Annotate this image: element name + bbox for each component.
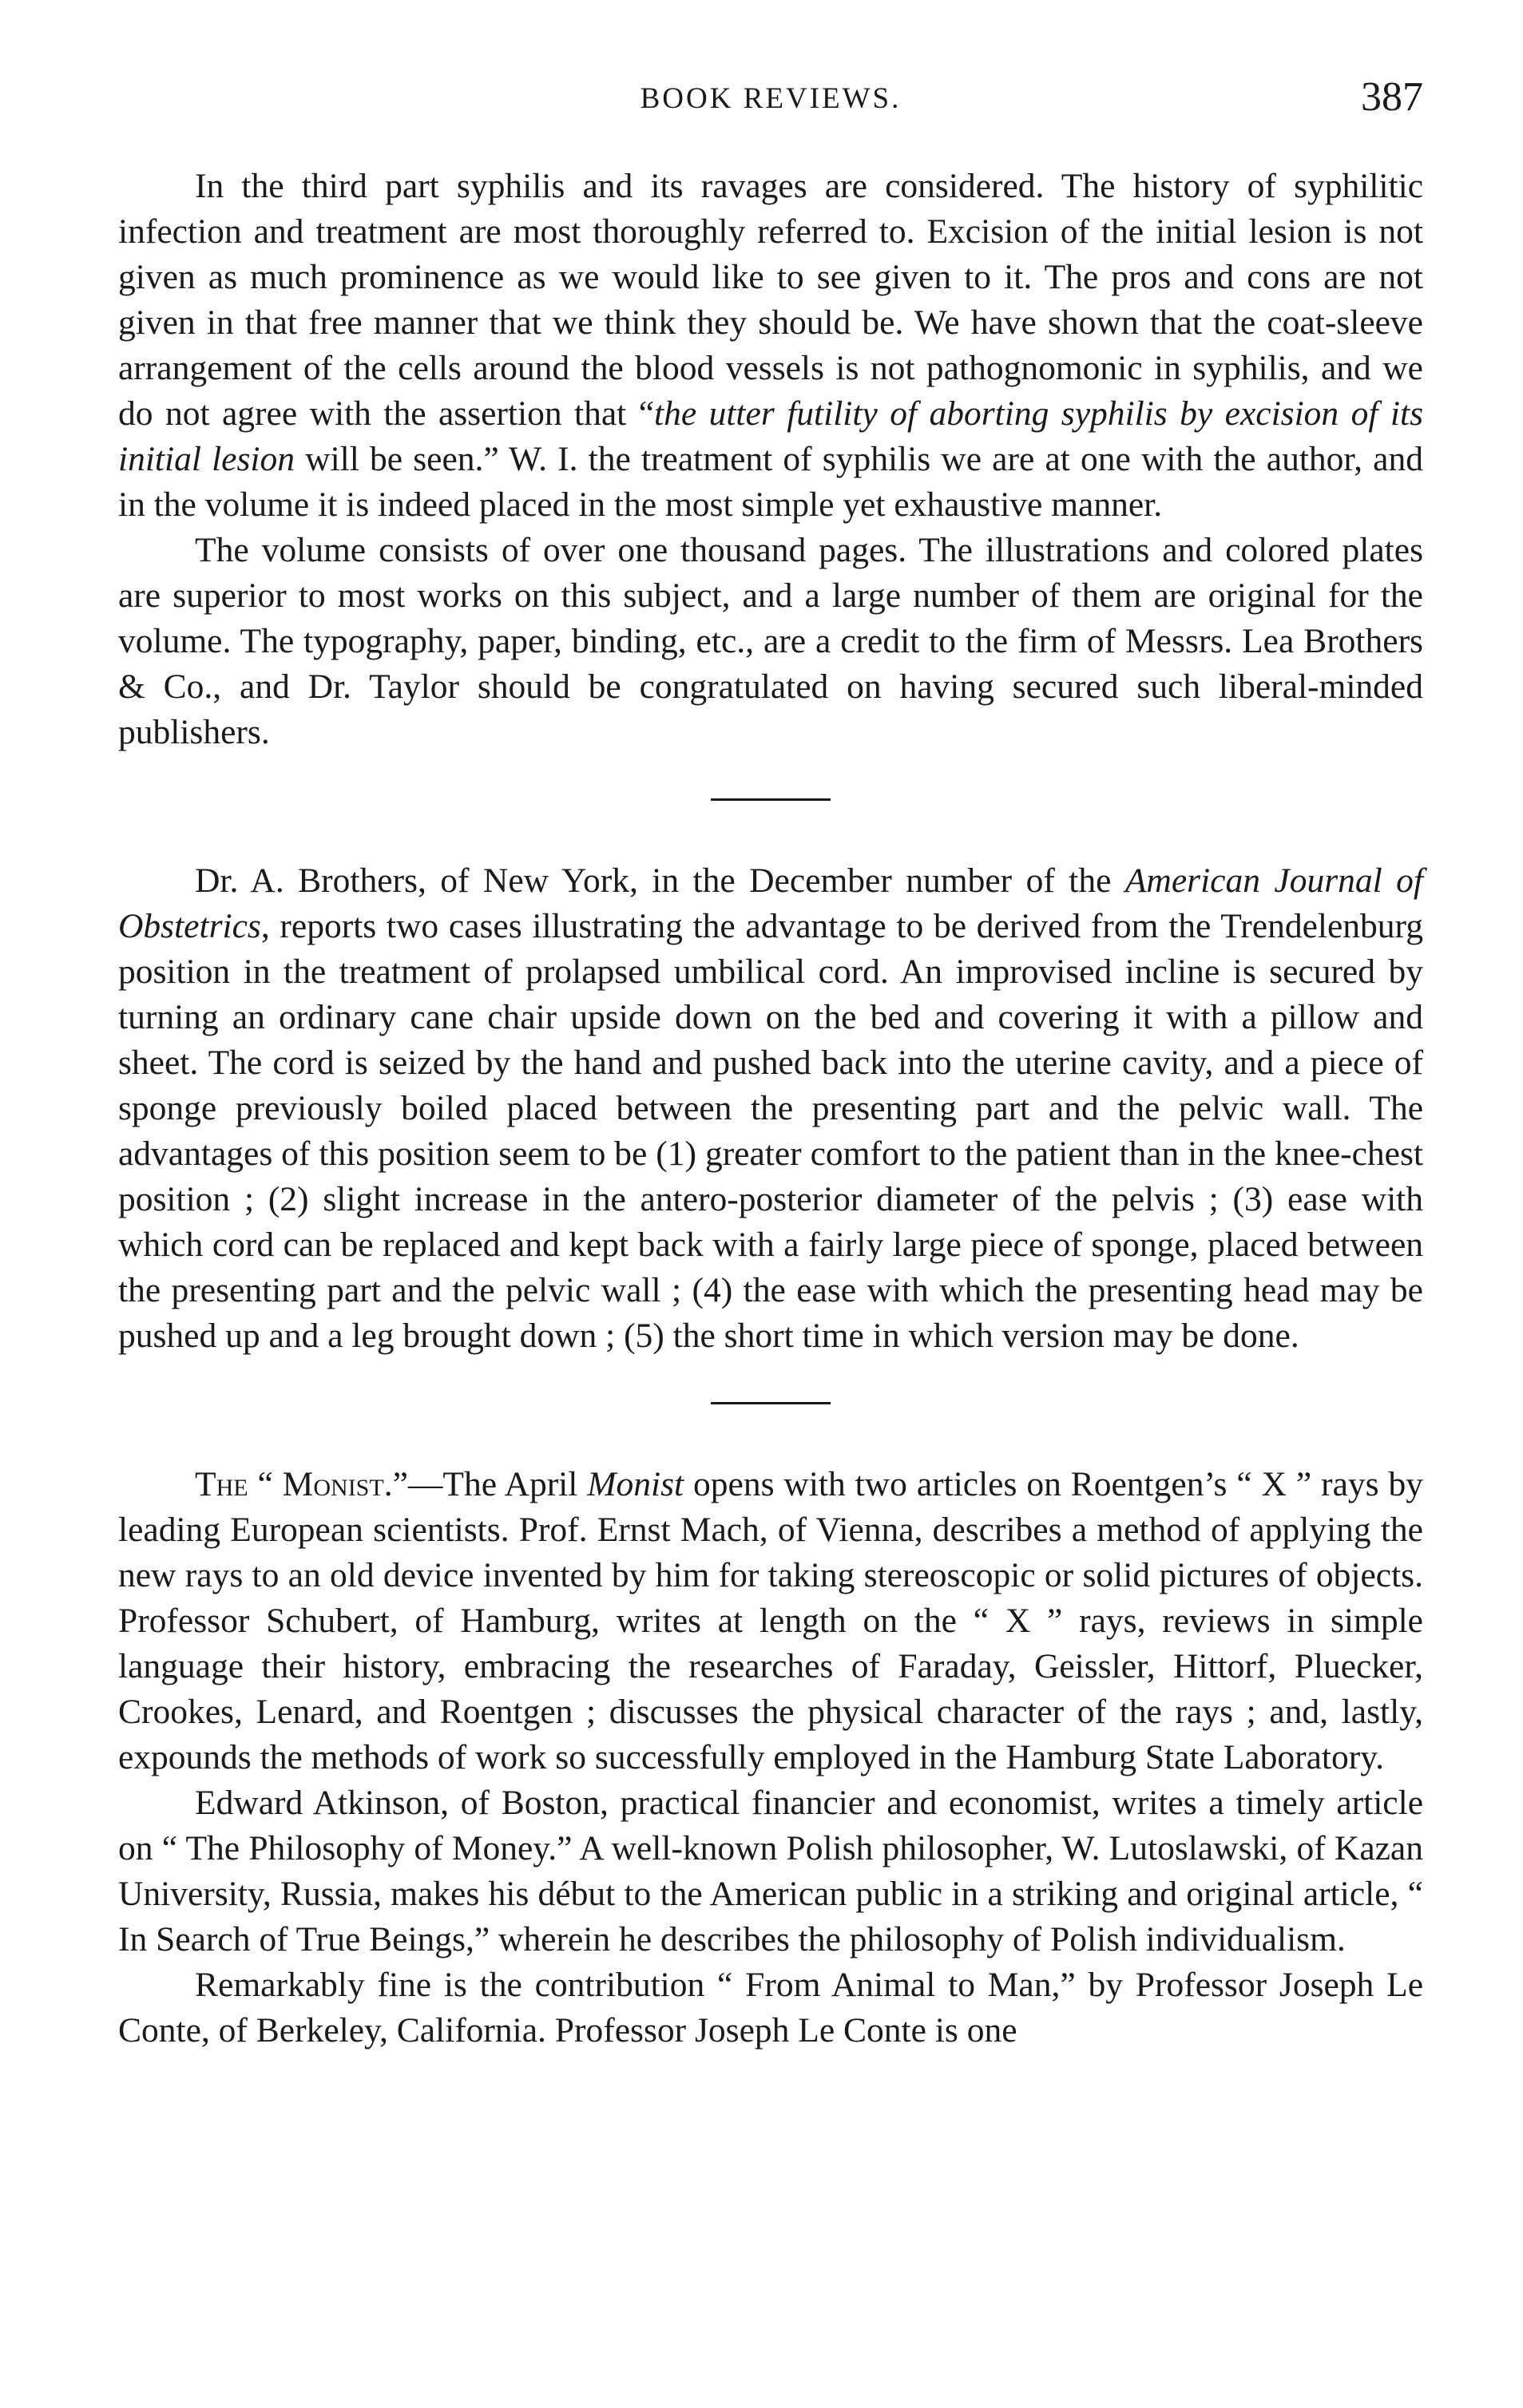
brothers-text: , reports two cases illustrating the advantage to be derived from the Trendelenburg position in the treatment of prolapsed umbilical cord. An improvised incline is secured by turning an ordinary cane chair upside down on the bed and covering it with a pillow and sheet. The cord is seized by the hand and pushed back into the uterine cavity, and a piece of sponge previously boiled placed between the presenting part and the pelvic wall. The advantages of this position seem to be (1) greater comfort to the patient than in the knee-chest position ; (2) slight increase in the antero-posterior diameter of the pelvis ; (3) ease with which cord can be replaced and kept back with a fairly large piece of sponge, placed between the presenting part and the pelvic wall ; (4) the ease with which the presenting head may be pushed up and a leg brought down ; (5) the short time in which version may be done. <box>118 907 1423 1355</box>
page-body <box>118 164 1423 2054</box>
running-head <box>118 73 1423 129</box>
monist-title: Monist <box>587 1465 684 1503</box>
review-text: will be seen.” W. I. the treatment of syphilis we are at one with the author, and in the volume it is indeed placed in the most simple yet exhaustive manner. <box>118 440 1423 524</box>
monist-paragraph: Edward Atkinson, of Boston, practical financier and economist, writes a timely article on “ The Philosophy of Money.” A well-known Polish philosopher, W. Lutoslawski, of Kazan University, Russia, makes his début to the American public in a striking and original article, “ In Search of True Beings,” wherein he describes the philosophy of Polish individualism. <box>118 1784 1423 1958</box>
review-paragraph <box>118 164 1423 528</box>
monist-heading: The “ Monist.” <box>195 1465 408 1503</box>
review-paragraph: The volume consists of over one thousand pages. The illustrations and colored plates are superior to most works on this subject, and a large number of them are original for the volume. The typography, paper, binding, etc., are a credit to the firm of Messrs. Lea Brothers & Co., and Dr. Taylor should be congratulated on having secured such liberal-minded publishers. <box>118 531 1423 751</box>
section-divider <box>711 798 831 801</box>
review-text: In the third part syphilis and its ravages are considered. The history of syphilitic infection and treatment are most thoroughly referred to. Excision of the initial lesion is not given as much prominence as we would like to see given to it. The pros and cons are not given in that free manner that we think they should be. We have shown that the coat-sleeve arrangement of the cells around the blood vessels is not pathognomonic in syphilis, and we do not agree with the assertion that “ <box>118 167 1423 433</box>
monist-paragraph <box>118 1462 1423 1780</box>
monist-text: —The April <box>407 1465 588 1503</box>
page-number: 387 <box>1361 74 1423 120</box>
monist-text: opens with two articles on Roentgen’s “ X ” rays by leading European scientists. Prof. Ernst Mach, of Vienna, describes a method of applying the new rays to an old device invented by him for taking stereoscopic or solid pictures of objects. Professor Schubert, of Hamburg, writes at length on the “ X ” rays, reviews in simple language their history, embracing the researches of Faraday, Geissler, Hittorf, Pluecker, Crookes, Lenard, and Roentgen ; discusses the physical character of the rays ; and, lastly, expounds the methods of work so successfully employed in the Hamburg State Laboratory. <box>118 1465 1423 1776</box>
running-title: BOOK REVIEWS. <box>640 82 902 115</box>
section-divider <box>711 1402 831 1404</box>
monist-paragraph: Remarkably fine is the contribution “ From Animal to Man,” by Professor Joseph Le Conte, of Berkeley, California. Professor Joseph Le Conte is one <box>118 1966 1423 2050</box>
brothers-paragraph <box>118 858 1423 1359</box>
journal-title: American Journal of Obstetrics <box>118 861 1423 945</box>
brothers-text: Dr. A. Brothers, of New York, in the December number of the <box>195 861 1125 900</box>
quoted-assertion: the utter futility of aborting syphilis by excision of its initial lesion <box>118 394 1423 478</box>
